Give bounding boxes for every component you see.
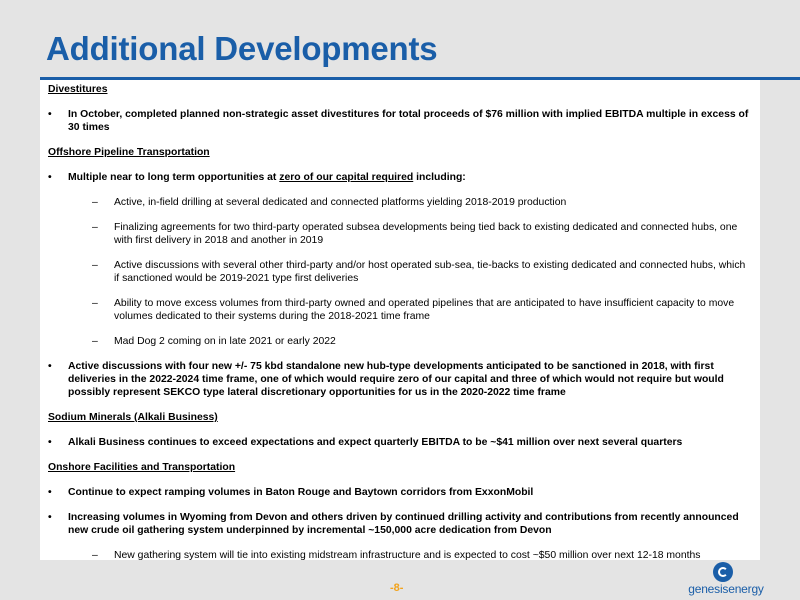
bullet-mark: • — [48, 512, 52, 523]
sub-bullet-item — [48, 549, 750, 562]
bullet-text-suffix: including: — [413, 172, 466, 183]
dash-mark: – — [92, 336, 98, 347]
bullet-text: Increasing volumes in Wyoming from Devon and others driven by continued drilling activity and contributions from recently announced new crude oil gathering system underpinned by incremental ~150,000 acre dedication from Devon — [68, 512, 739, 536]
bullet-item — [48, 360, 750, 399]
dash-mark: – — [92, 222, 98, 233]
genesis-energy-logo — [660, 562, 792, 596]
sub-bullet-item — [48, 221, 750, 247]
bullet-text: Alkali Business continues to exceed expectations and expect quarterly EBITDA to be ~$41 million over next several quarters — [68, 437, 683, 448]
bullet-mark: • — [48, 487, 52, 498]
bullet-item — [48, 486, 750, 499]
sub-bullet-text: Finalizing agreements for two third-party operated subsea developments being tied back to existing dedicated and connected hubs, one with first delivery in 2018 and another in 2019 — [114, 222, 738, 246]
bullet-mark: • — [48, 437, 52, 448]
dash-mark: – — [92, 197, 98, 208]
sub-bullet-text: New gathering system will tie into existing midstream infrastructure and is expected to cost ~$50 million over next 12-18 months — [114, 550, 701, 561]
bullet-item — [48, 108, 750, 134]
bullet-text-prefix: Multiple near to long term opportunities at — [68, 172, 280, 183]
section-heading-divestitures: Divestitures — [48, 84, 108, 95]
bullet-text: Active discussions with four new +/- 75 kbd standalone new hub-type developments anticipated to be sanctioned in 2018, with first deliveries in the 2022-2024 time frame, one of which would require zero of our capital and three of which would not require but would possibly represent SEKCO type lateral discretionary opportunities for us in the 2020-2022 time frame — [68, 361, 724, 398]
bullet-text: Continue to expect ramping volumes in Baton Rouge and Baytown corridors from ExxonMobil — [68, 487, 534, 498]
content-panel — [40, 80, 760, 560]
bullet-mark: • — [48, 109, 52, 120]
page-number: -8- — [390, 582, 404, 594]
dash-mark: – — [92, 260, 98, 271]
sub-bullet-item — [48, 196, 750, 209]
page-title: Additional Developments — [46, 30, 438, 67]
section-heading-offshore: Offshore Pipeline Transportation — [48, 147, 210, 158]
sub-bullet-text: Active discussions with several other third-party and/or host operated sub-sea, tie-backs to existing dedicated and connected hubs, which if sanctioned would be 2019-2021 type first deliveries — [114, 260, 746, 284]
bullet-text: In October, completed planned non-strategic asset divestitures for total proceeds of $76 million with implied EBITDA multiple in excess of 30 times — [68, 109, 749, 133]
sub-bullet-item — [48, 297, 750, 323]
bullet-text-underlined: zero of our capital required — [279, 172, 414, 183]
section-heading-sodium: Sodium Minerals (Alkali Business) — [48, 412, 218, 423]
section-heading-onshore: Onshore Facilities and Transportation — [48, 462, 236, 473]
sub-bullet-item — [48, 335, 750, 348]
logo-wordmark: genesisenergy — [688, 582, 764, 596]
bullet-mark: • — [48, 172, 52, 183]
logo-e-icon — [713, 562, 733, 582]
sub-bullet-text: Ability to move excess volumes from third-party owned and operated pipelines that are anticipated to have insufficient capacity to move volumes dedicated to their systems during the 2018-2021 time frame — [114, 298, 735, 322]
bullet-item — [48, 171, 750, 184]
bullet-item — [48, 436, 750, 449]
sub-bullet-text: Active, in-field drilling at several dedicated and connected platforms yielding 2018-2019 production — [114, 197, 567, 208]
sub-bullet-text: Mad Dog 2 coming on in late 2021 or early 2022 — [114, 336, 336, 347]
dash-mark: – — [92, 298, 98, 309]
sub-bullet-item — [48, 259, 750, 285]
dash-mark: – — [92, 550, 98, 561]
bullet-mark: • — [48, 361, 52, 372]
bullet-item — [48, 511, 750, 537]
